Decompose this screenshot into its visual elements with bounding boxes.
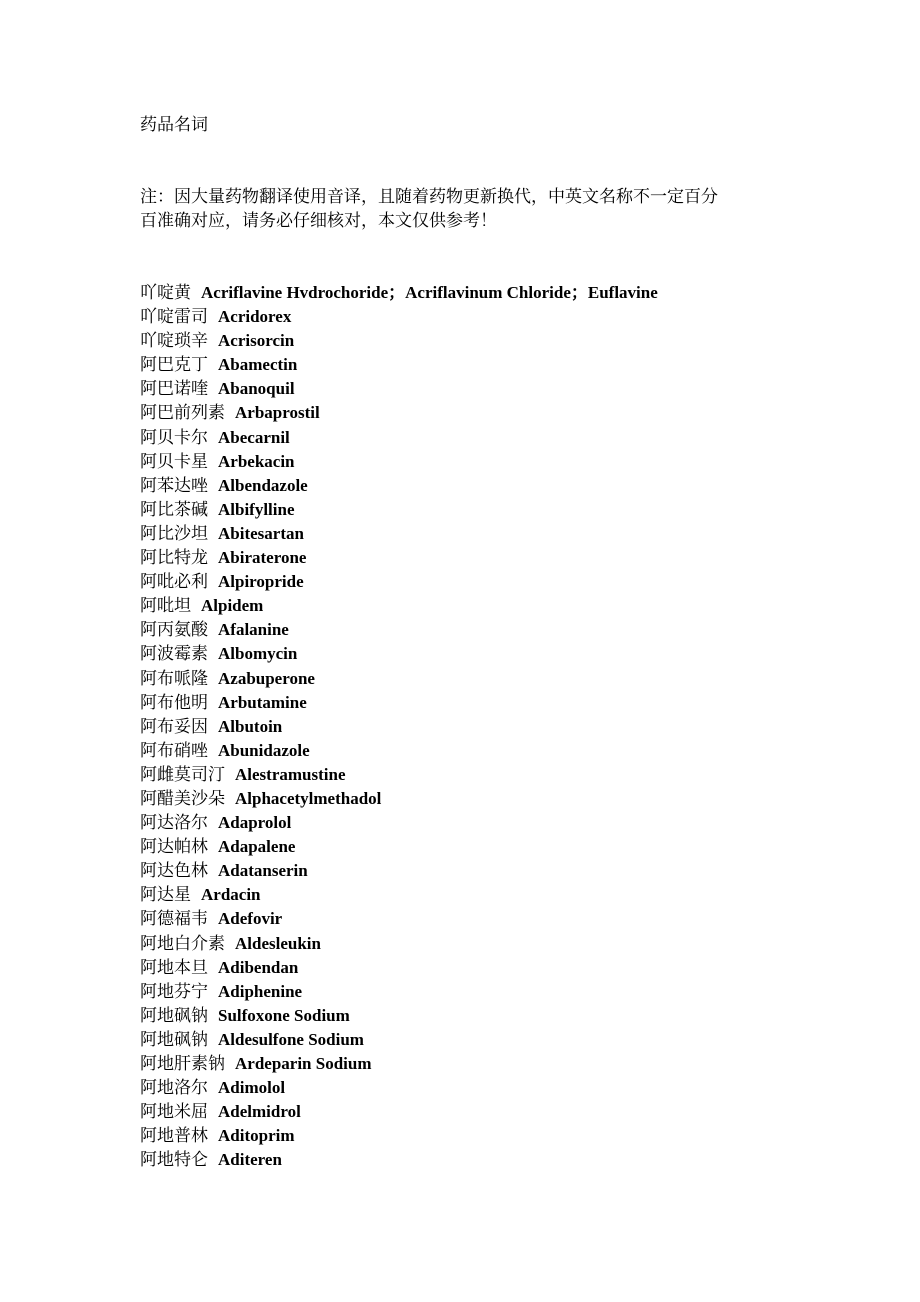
drug-english-name: Adiphenine bbox=[218, 981, 303, 1001]
drug-english-name: Aldesulfone Sodium bbox=[218, 1029, 364, 1049]
drug-chinese-name: 阿达星 bbox=[140, 885, 191, 906]
drug-english-name: Albutoin bbox=[218, 716, 283, 736]
drug-entry bbox=[140, 1100, 840, 1124]
drug-chinese-name: 阿吡必利 bbox=[140, 572, 208, 593]
drug-chinese-name: 阿布妥因 bbox=[140, 716, 208, 737]
drug-chinese-name: 阿布硝唑 bbox=[140, 740, 208, 761]
drug-entry bbox=[140, 474, 840, 498]
drug-chinese-name: 阿雌莫司汀 bbox=[140, 764, 225, 785]
drug-english-name: Azabuperone bbox=[218, 668, 315, 688]
disclaimer-line: 百准确对应，请务必仔细核对，本文仅供参考！ bbox=[140, 211, 497, 231]
drug-english-name: Ardacin bbox=[201, 885, 261, 905]
drug-entry bbox=[140, 642, 840, 666]
drug-chinese-name: 阿地砜钠 bbox=[140, 1029, 208, 1050]
drug-entry bbox=[140, 907, 840, 931]
drug-chinese-name: 阿波霉素 bbox=[140, 644, 208, 665]
drug-english-name: Ardeparin Sodium bbox=[235, 1054, 372, 1073]
drug-entry bbox=[140, 835, 840, 859]
drug-english-name: Adapalene bbox=[218, 837, 296, 857]
drug-english-name: Alpidem bbox=[201, 596, 264, 616]
drug-entry bbox=[140, 787, 840, 811]
drug-chinese-name: 阿地砜钠 bbox=[140, 1005, 208, 1026]
drug-entry bbox=[140, 401, 840, 425]
drug-english-name: Alestramustine bbox=[235, 764, 346, 784]
drug-entry bbox=[140, 667, 840, 691]
drug-entry bbox=[140, 426, 840, 450]
disclaimer-note bbox=[140, 185, 790, 233]
drug-chinese-name: 阿布哌隆 bbox=[140, 668, 208, 689]
drug-entry bbox=[140, 859, 840, 883]
drug-chinese-name: 阿丙氨酸 bbox=[140, 620, 208, 641]
drug-english-name: Arbaprostil bbox=[235, 403, 320, 423]
drug-entry bbox=[140, 1148, 840, 1172]
drug-english-name: Alphacetylmethadol bbox=[235, 788, 382, 808]
drug-english-name: Abamectin bbox=[218, 355, 298, 375]
drug-chinese-name: 阿比茶碱 bbox=[140, 499, 208, 520]
drug-entry bbox=[140, 932, 840, 956]
drug-entry bbox=[140, 594, 840, 618]
drug-chinese-name: 阿比特龙 bbox=[140, 548, 208, 569]
drug-chinese-name: 阿贝卡尔 bbox=[140, 427, 208, 448]
drug-chinese-name: 吖啶黄 bbox=[140, 283, 191, 303]
drug-chinese-name: 吖啶雷司 bbox=[140, 307, 208, 328]
drug-entry bbox=[140, 1004, 840, 1028]
drug-english-name: Abiraterone bbox=[218, 548, 307, 568]
drug-english-name: Adatanserin bbox=[218, 861, 308, 881]
drug-english-name: Alpiropride bbox=[218, 572, 304, 592]
disclaimer-line: 注：因大量药物翻译使用音译，且随着药物更新换代，中英文名称不一定百分 bbox=[140, 187, 718, 207]
drug-chinese-name: 阿地白介素 bbox=[140, 933, 225, 954]
drug-english-name: Adefovir bbox=[218, 909, 283, 929]
drug-english-name: Arbekacin bbox=[218, 451, 295, 471]
drug-entry bbox=[140, 377, 840, 401]
drug-chinese-name: 阿达帕林 bbox=[140, 837, 208, 858]
drug-chinese-name: 阿比沙坦 bbox=[140, 523, 208, 544]
drug-entry bbox=[140, 329, 840, 353]
drug-english-name: Abunidazole bbox=[218, 740, 310, 760]
drug-english-name: Afalanine bbox=[218, 620, 289, 640]
drug-entry bbox=[140, 739, 840, 763]
drug-entry bbox=[140, 956, 840, 980]
drug-english-name: Arbutamine bbox=[218, 692, 307, 712]
drug-entry bbox=[140, 522, 840, 546]
drug-entry bbox=[140, 1028, 840, 1052]
drug-english-name: Abitesartan bbox=[218, 523, 304, 543]
drug-english-name: Albomycin bbox=[218, 644, 298, 664]
drug-entry bbox=[140, 1052, 840, 1076]
drug-chinese-name: 阿达洛尔 bbox=[140, 813, 208, 834]
drug-chinese-name: 阿地普林 bbox=[140, 1126, 208, 1147]
drug-english-name: Aditoprim bbox=[218, 1126, 295, 1146]
drug-english-name: Acriflavine Hvdrochoride；Acriflavinum Chloride；Euflavine bbox=[201, 283, 658, 302]
drug-entry bbox=[140, 546, 840, 570]
drug-chinese-name: 阿地洛尔 bbox=[140, 1078, 208, 1099]
drug-english-name: Albendazole bbox=[218, 475, 308, 495]
drug-chinese-name: 阿地肝素钠 bbox=[140, 1054, 225, 1074]
drug-chinese-name: 阿地芬宁 bbox=[140, 981, 208, 1002]
drug-english-name: Adaprolol bbox=[218, 813, 292, 833]
drug-chinese-name: 阿地本旦 bbox=[140, 957, 208, 978]
drug-entry bbox=[140, 450, 840, 474]
drug-entry bbox=[140, 498, 840, 522]
drug-chinese-name: 阿巴诺喹 bbox=[140, 379, 208, 400]
drug-name-list bbox=[140, 281, 840, 1172]
drug-english-name: Adibendan bbox=[218, 957, 299, 977]
drug-english-name: Adimolol bbox=[218, 1078, 286, 1098]
drug-entry bbox=[140, 811, 840, 835]
drug-entry bbox=[140, 618, 840, 642]
drug-chinese-name: 阿醋美沙朵 bbox=[140, 788, 225, 809]
drug-english-name: Albifylline bbox=[218, 499, 295, 519]
drug-english-name: Aditeren bbox=[218, 1150, 282, 1170]
drug-english-name: Abanoquil bbox=[218, 379, 295, 399]
drug-chinese-name: 阿苯达唑 bbox=[140, 475, 208, 496]
document-title: 药品名词 bbox=[140, 115, 208, 135]
drug-chinese-name: 阿德福韦 bbox=[140, 909, 208, 930]
drug-chinese-name: 阿达色林 bbox=[140, 861, 208, 882]
drug-entry bbox=[140, 305, 840, 329]
drug-entry bbox=[140, 570, 840, 594]
drug-entry bbox=[140, 883, 840, 907]
drug-entry bbox=[140, 691, 840, 715]
drug-entry bbox=[140, 1124, 840, 1148]
drug-chinese-name: 阿布他明 bbox=[140, 692, 208, 713]
drug-chinese-name: 阿地特仑 bbox=[140, 1150, 208, 1171]
drug-chinese-name: 阿贝卡星 bbox=[140, 451, 208, 472]
drug-entry bbox=[140, 281, 840, 305]
drug-entry bbox=[140, 353, 840, 377]
drug-english-name: Sulfoxone Sodium bbox=[218, 1005, 350, 1025]
drug-entry bbox=[140, 1076, 840, 1100]
drug-english-name: Acrisorcin bbox=[218, 331, 295, 351]
drug-chinese-name: 阿巴前列素 bbox=[140, 403, 225, 424]
drug-entry bbox=[140, 763, 840, 787]
drug-chinese-name: 阿巴克丁 bbox=[140, 355, 208, 376]
drug-chinese-name: 吖啶琐辛 bbox=[140, 331, 208, 352]
drug-english-name: Abecarnil bbox=[218, 427, 290, 447]
drug-entry bbox=[140, 715, 840, 739]
drug-english-name: Adelmidrol bbox=[218, 1102, 301, 1122]
drug-english-name: Acridorex bbox=[218, 307, 292, 327]
drug-chinese-name: 阿吡坦 bbox=[140, 596, 191, 617]
drug-chinese-name: 阿地米屈 bbox=[140, 1102, 208, 1123]
drug-entry bbox=[140, 980, 840, 1004]
drug-english-name: Aldesleukin bbox=[235, 933, 321, 953]
